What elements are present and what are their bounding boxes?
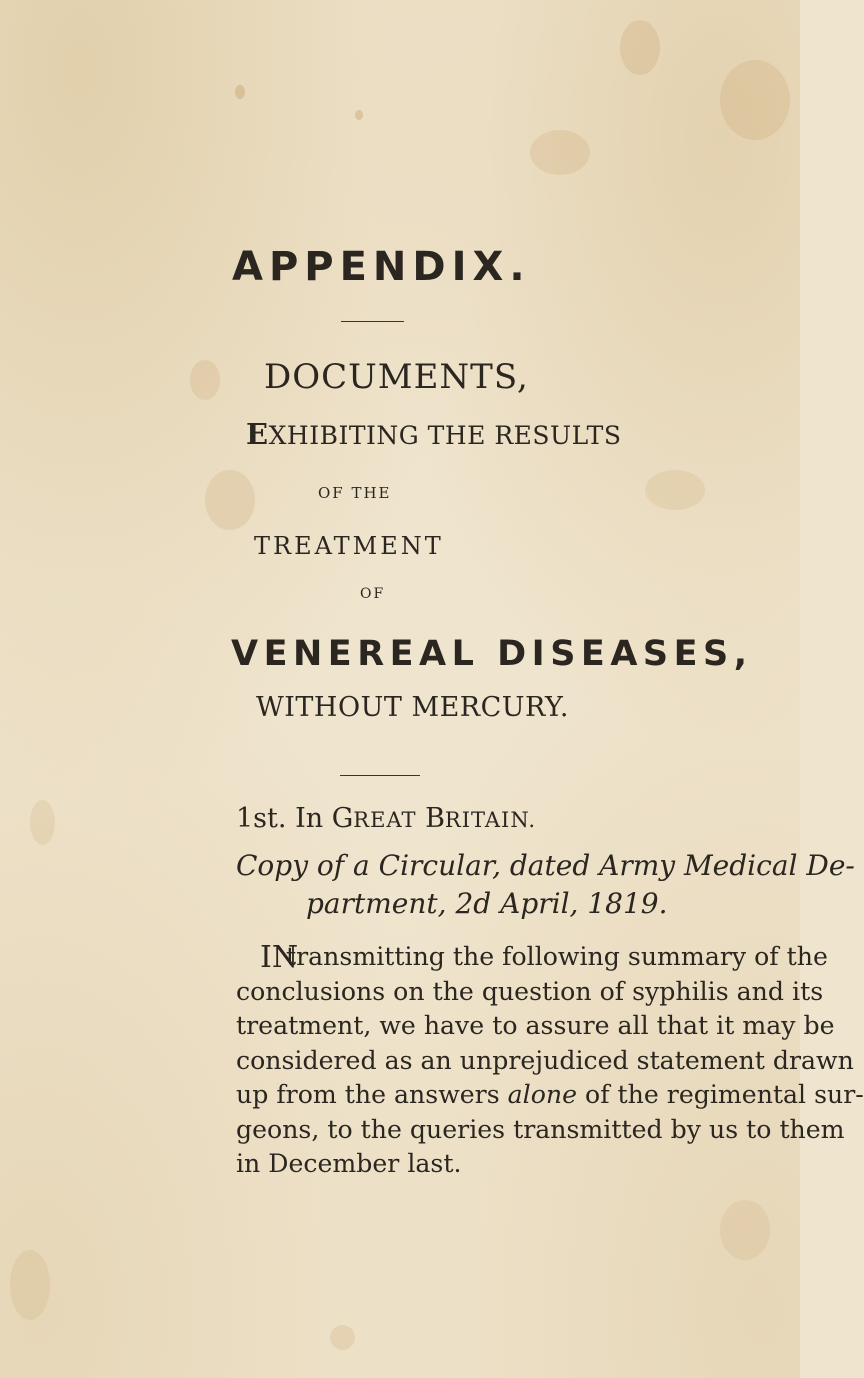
foxing-spot xyxy=(10,1250,50,1320)
great-cap: G xyxy=(331,803,354,834)
appendix-title: APPENDIX. xyxy=(232,244,531,290)
section-rule xyxy=(340,775,420,776)
body-paragraph xyxy=(236,940,864,1182)
foxing-spot xyxy=(720,1200,770,1260)
venereal-diseases-heading: VENEREAL DISEASES, xyxy=(231,634,753,674)
caption-line-2: partment, 2d April, 1819. xyxy=(306,887,668,920)
body-line-1-text: transmitting the following summary of the xyxy=(286,942,828,971)
body-line-3: treatment, we have to assure all that it may be xyxy=(236,1011,835,1040)
exhibiting-initial: E xyxy=(246,417,269,451)
body-line-5-b: of the regimental sur- xyxy=(585,1080,864,1109)
foxing-spot xyxy=(190,360,220,400)
body-line-2: conclusions on the question of syphilis and its xyxy=(236,976,824,1006)
of-heading: OF xyxy=(360,586,386,602)
treatment-heading: TREATMENT xyxy=(254,532,444,560)
foxing-spot xyxy=(30,800,55,845)
title-rule xyxy=(341,321,404,322)
section-number: 1st. xyxy=(236,803,287,834)
britain-rest: RITAIN. xyxy=(444,808,537,832)
body-line-7: in December last. xyxy=(236,1149,462,1178)
section-heading xyxy=(236,803,536,834)
body-line-5-a: up from the answers xyxy=(236,1080,500,1109)
documents-heading: DOCUMENTS, xyxy=(264,357,529,397)
body-line-5 xyxy=(236,1078,864,1113)
foxing-spot xyxy=(355,110,363,120)
body-line-6: geons, to the queries transmitted by us to them xyxy=(236,1114,845,1144)
foxing-spot xyxy=(720,60,790,140)
britain-cap: B xyxy=(425,803,445,834)
exhibiting-rest: XHIBITING THE RESULTS xyxy=(268,421,622,450)
body-line-1 xyxy=(236,940,828,975)
foxing-spot xyxy=(330,1325,355,1350)
section-in: In xyxy=(295,803,324,834)
foxing-spot xyxy=(530,130,590,175)
foxing-spot xyxy=(645,470,705,510)
exhibiting-heading xyxy=(246,417,621,451)
body-line-5-emphasis: alone xyxy=(507,1080,578,1109)
body-line-4: considered as an unprejudiced statement drawn xyxy=(236,1045,854,1075)
without-mercury-heading: WITHOUT MERCURY. xyxy=(256,692,569,723)
body-initial: IN xyxy=(260,940,299,975)
of-the-heading: OF THE xyxy=(318,484,392,502)
great-rest: REAT xyxy=(353,808,417,832)
foxing-spot xyxy=(620,20,660,75)
foxing-spot xyxy=(205,470,255,530)
foxing-spot xyxy=(235,85,245,99)
caption-line-1: Copy of a Circular, dated Army Medical De- xyxy=(236,849,855,882)
